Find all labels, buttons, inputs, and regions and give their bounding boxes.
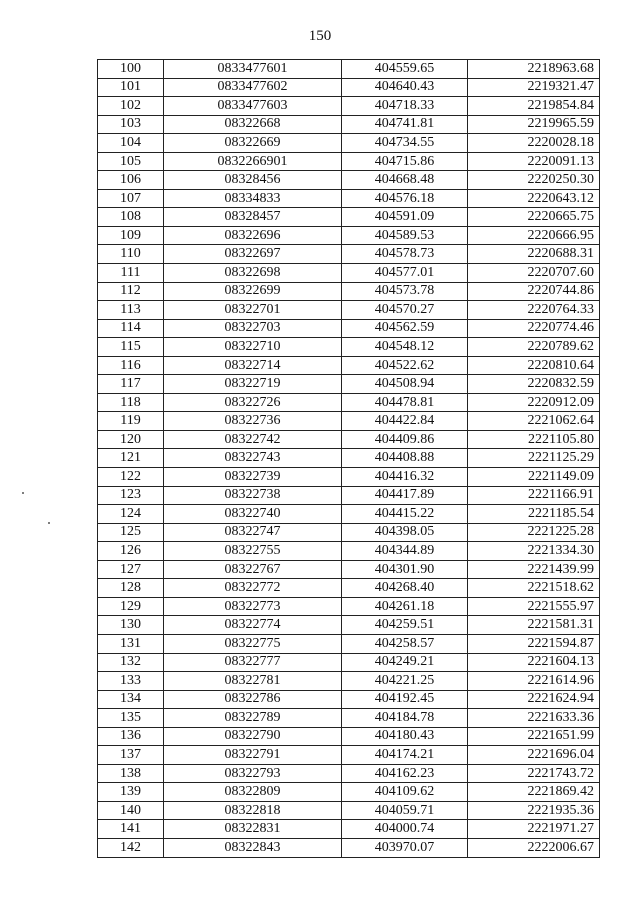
row-number-cell: 111 <box>98 264 164 283</box>
row-number-cell: 120 <box>98 430 164 449</box>
row-number-cell: 131 <box>98 634 164 653</box>
y-coordinate-cell: 2221633.36 <box>468 709 600 728</box>
table-row <box>98 97 600 116</box>
x-coordinate-cell: 404573.78 <box>342 282 468 301</box>
code-cell: 08322747 <box>164 523 342 542</box>
y-coordinate-cell: 2220250.30 <box>468 171 600 190</box>
code-cell: 08322791 <box>164 746 342 765</box>
x-coordinate-cell: 404249.21 <box>342 653 468 672</box>
table-row <box>98 746 600 765</box>
table-row <box>98 505 600 524</box>
x-coordinate-cell: 404059.71 <box>342 801 468 820</box>
y-coordinate-cell: 2222006.67 <box>468 838 600 857</box>
x-coordinate-cell: 404258.57 <box>342 634 468 653</box>
y-coordinate-cell: 2221614.96 <box>468 672 600 691</box>
x-coordinate-cell: 404408.88 <box>342 449 468 468</box>
table-row <box>98 430 600 449</box>
y-coordinate-cell: 2220091.13 <box>468 152 600 171</box>
table-row <box>98 301 600 320</box>
row-number-cell: 113 <box>98 301 164 320</box>
x-coordinate-cell: 404570.27 <box>342 301 468 320</box>
table-row <box>98 226 600 245</box>
x-coordinate-cell: 404422.84 <box>342 412 468 431</box>
scan-speck <box>48 522 50 524</box>
x-coordinate-cell: 404668.48 <box>342 171 468 190</box>
x-coordinate-cell: 404268.40 <box>342 579 468 598</box>
row-number-cell: 116 <box>98 356 164 375</box>
code-cell: 08322809 <box>164 783 342 802</box>
y-coordinate-cell: 2221125.29 <box>468 449 600 468</box>
x-coordinate-cell: 404578.73 <box>342 245 468 264</box>
row-number-cell: 124 <box>98 505 164 524</box>
code-cell: 08322742 <box>164 430 342 449</box>
scan-speck <box>22 492 24 494</box>
code-cell: 08322774 <box>164 616 342 635</box>
table-row <box>98 468 600 487</box>
code-cell: 08322668 <box>164 115 342 134</box>
table-row <box>98 820 600 839</box>
code-cell: 08322773 <box>164 597 342 616</box>
y-coordinate-cell: 2220810.64 <box>468 356 600 375</box>
table-row <box>98 356 600 375</box>
row-number-cell: 109 <box>98 226 164 245</box>
table-row <box>98 171 600 190</box>
y-coordinate-cell: 2219854.84 <box>468 97 600 116</box>
row-number-cell: 128 <box>98 579 164 598</box>
x-coordinate-cell: 404718.33 <box>342 97 468 116</box>
row-number-cell: 129 <box>98 597 164 616</box>
x-coordinate-cell: 404576.18 <box>342 189 468 208</box>
row-number-cell: 112 <box>98 282 164 301</box>
y-coordinate-cell: 2221149.09 <box>468 468 600 487</box>
y-coordinate-cell: 2221518.62 <box>468 579 600 598</box>
code-cell: 08322740 <box>164 505 342 524</box>
x-coordinate-cell: 404508.94 <box>342 375 468 394</box>
code-cell: 0833477601 <box>164 60 342 79</box>
y-coordinate-cell: 2220744.86 <box>468 282 600 301</box>
x-coordinate-cell: 404184.78 <box>342 709 468 728</box>
row-number-cell: 132 <box>98 653 164 672</box>
y-coordinate-cell: 2221062.64 <box>468 412 600 431</box>
row-number-cell: 119 <box>98 412 164 431</box>
x-coordinate-cell: 404416.32 <box>342 468 468 487</box>
row-number-cell: 100 <box>98 60 164 79</box>
code-cell: 08322831 <box>164 820 342 839</box>
x-coordinate-cell: 404344.89 <box>342 542 468 561</box>
row-number-cell: 130 <box>98 616 164 635</box>
code-cell: 08322781 <box>164 672 342 691</box>
x-coordinate-cell: 404562.59 <box>342 319 468 338</box>
table-row <box>98 78 600 97</box>
y-coordinate-cell: 2219321.47 <box>468 78 600 97</box>
y-coordinate-cell: 2219965.59 <box>468 115 600 134</box>
code-cell: 08322736 <box>164 412 342 431</box>
y-coordinate-cell: 2220643.12 <box>468 189 600 208</box>
code-cell: 08322696 <box>164 226 342 245</box>
table-row <box>98 60 600 79</box>
row-number-cell: 126 <box>98 542 164 561</box>
y-coordinate-cell: 2220666.95 <box>468 226 600 245</box>
code-cell: 08322738 <box>164 486 342 505</box>
y-coordinate-cell: 2221935.36 <box>468 801 600 820</box>
row-number-cell: 133 <box>98 672 164 691</box>
row-number-cell: 105 <box>98 152 164 171</box>
y-coordinate-cell: 2218963.68 <box>468 60 600 79</box>
row-number-cell: 118 <box>98 393 164 412</box>
y-coordinate-cell: 2220789.62 <box>468 338 600 357</box>
row-number-cell: 136 <box>98 727 164 746</box>
table-row <box>98 727 600 746</box>
row-number-cell: 114 <box>98 319 164 338</box>
y-coordinate-cell: 2221334.30 <box>468 542 600 561</box>
code-cell: 08322739 <box>164 468 342 487</box>
table-row <box>98 838 600 857</box>
code-cell: 08322843 <box>164 838 342 857</box>
table-row <box>98 801 600 820</box>
x-coordinate-cell: 404409.86 <box>342 430 468 449</box>
y-coordinate-cell: 2220832.59 <box>468 375 600 394</box>
code-cell: 08322714 <box>164 356 342 375</box>
row-number-cell: 135 <box>98 709 164 728</box>
table-row <box>98 634 600 653</box>
x-coordinate-cell: 404478.81 <box>342 393 468 412</box>
code-cell: 08322719 <box>164 375 342 394</box>
table-row <box>98 783 600 802</box>
code-cell: 08322775 <box>164 634 342 653</box>
y-coordinate-cell: 2221594.87 <box>468 634 600 653</box>
x-coordinate-cell: 404180.43 <box>342 727 468 746</box>
row-number-cell: 101 <box>98 78 164 97</box>
table-row <box>98 264 600 283</box>
code-cell: 08322790 <box>164 727 342 746</box>
y-coordinate-cell: 2220688.31 <box>468 245 600 264</box>
row-number-cell: 140 <box>98 801 164 820</box>
table-row <box>98 245 600 264</box>
page-number: 150 <box>308 28 332 44</box>
y-coordinate-cell: 2221696.04 <box>468 746 600 765</box>
table-row <box>98 764 600 783</box>
y-coordinate-cell: 2220665.75 <box>468 208 600 227</box>
code-cell: 08322793 <box>164 764 342 783</box>
x-coordinate-cell: 403970.07 <box>342 838 468 857</box>
y-coordinate-cell: 2221743.72 <box>468 764 600 783</box>
code-cell: 08322786 <box>164 690 342 709</box>
code-cell: 08322777 <box>164 653 342 672</box>
y-coordinate-cell: 2221105.80 <box>468 430 600 449</box>
code-cell: 08322789 <box>164 709 342 728</box>
table-row <box>98 542 600 561</box>
code-cell: 08322699 <box>164 282 342 301</box>
x-coordinate-cell: 404259.51 <box>342 616 468 635</box>
code-cell: 08322726 <box>164 393 342 412</box>
table-row <box>98 338 600 357</box>
code-cell: 08322697 <box>164 245 342 264</box>
y-coordinate-cell: 2220707.60 <box>468 264 600 283</box>
code-cell: 08322743 <box>164 449 342 468</box>
y-coordinate-cell: 2221166.91 <box>468 486 600 505</box>
y-coordinate-cell: 2220774.46 <box>468 319 600 338</box>
y-coordinate-cell: 2221651.99 <box>468 727 600 746</box>
y-coordinate-cell: 2221225.28 <box>468 523 600 542</box>
y-coordinate-cell: 2221624.94 <box>468 690 600 709</box>
y-coordinate-cell: 2221604.13 <box>468 653 600 672</box>
table-row <box>98 523 600 542</box>
table-row <box>98 412 600 431</box>
code-cell: 08322767 <box>164 560 342 579</box>
x-coordinate-cell: 404398.05 <box>342 523 468 542</box>
y-coordinate-cell: 2221555.97 <box>468 597 600 616</box>
table-row <box>98 319 600 338</box>
x-coordinate-cell: 404192.45 <box>342 690 468 709</box>
table-row <box>98 189 600 208</box>
x-coordinate-cell: 404715.86 <box>342 152 468 171</box>
code-cell: 0832266901 <box>164 152 342 171</box>
x-coordinate-cell: 404415.22 <box>342 505 468 524</box>
row-number-cell: 137 <box>98 746 164 765</box>
x-coordinate-cell: 404741.81 <box>342 115 468 134</box>
code-cell: 08322701 <box>164 301 342 320</box>
table-row <box>98 579 600 598</box>
table-row <box>98 282 600 301</box>
row-number-cell: 127 <box>98 560 164 579</box>
y-coordinate-cell: 2221185.54 <box>468 505 600 524</box>
x-coordinate-cell: 404174.21 <box>342 746 468 765</box>
y-coordinate-cell: 2220764.33 <box>468 301 600 320</box>
code-cell: 08322755 <box>164 542 342 561</box>
x-coordinate-cell: 404589.53 <box>342 226 468 245</box>
row-number-cell: 134 <box>98 690 164 709</box>
row-number-cell: 138 <box>98 764 164 783</box>
code-cell: 08322710 <box>164 338 342 357</box>
x-coordinate-cell: 404301.90 <box>342 560 468 579</box>
row-number-cell: 106 <box>98 171 164 190</box>
y-coordinate-cell: 2221581.31 <box>468 616 600 635</box>
x-coordinate-cell: 404591.09 <box>342 208 468 227</box>
table-row <box>98 486 600 505</box>
code-cell: 08322772 <box>164 579 342 598</box>
row-number-cell: 139 <box>98 783 164 802</box>
x-coordinate-cell: 404261.18 <box>342 597 468 616</box>
table-row <box>98 616 600 635</box>
table-row <box>98 597 600 616</box>
x-coordinate-cell: 404522.62 <box>342 356 468 375</box>
table-row <box>98 449 600 468</box>
x-coordinate-cell: 404221.25 <box>342 672 468 691</box>
code-cell: 08322698 <box>164 264 342 283</box>
row-number-cell: 121 <box>98 449 164 468</box>
y-coordinate-cell: 2220912.09 <box>468 393 600 412</box>
row-number-cell: 117 <box>98 375 164 394</box>
code-cell: 08334833 <box>164 189 342 208</box>
row-number-cell: 115 <box>98 338 164 357</box>
row-number-cell: 110 <box>98 245 164 264</box>
x-coordinate-cell: 404559.65 <box>342 60 468 79</box>
y-coordinate-cell: 2221869.42 <box>468 783 600 802</box>
table-row <box>98 208 600 227</box>
table-row <box>98 393 600 412</box>
table-row <box>98 115 600 134</box>
x-coordinate-cell: 404734.55 <box>342 134 468 153</box>
table-row <box>98 560 600 579</box>
row-number-cell: 142 <box>98 838 164 857</box>
code-cell: 0833477602 <box>164 78 342 97</box>
code-cell: 08322818 <box>164 801 342 820</box>
y-coordinate-cell: 2221439.99 <box>468 560 600 579</box>
x-coordinate-cell: 404109.62 <box>342 783 468 802</box>
coordinates-table <box>97 59 600 858</box>
coordinates-table-body <box>98 60 600 858</box>
code-cell: 08328456 <box>164 171 342 190</box>
row-number-cell: 102 <box>98 97 164 116</box>
row-number-cell: 141 <box>98 820 164 839</box>
row-number-cell: 122 <box>98 468 164 487</box>
table-row <box>98 653 600 672</box>
table-row <box>98 672 600 691</box>
table-row <box>98 375 600 394</box>
row-number-cell: 104 <box>98 134 164 153</box>
row-number-cell: 108 <box>98 208 164 227</box>
table-row <box>98 690 600 709</box>
row-number-cell: 125 <box>98 523 164 542</box>
x-coordinate-cell: 404640.43 <box>342 78 468 97</box>
y-coordinate-cell: 2221971.27 <box>468 820 600 839</box>
x-coordinate-cell: 404417.89 <box>342 486 468 505</box>
y-coordinate-cell: 2220028.18 <box>468 134 600 153</box>
x-coordinate-cell: 404548.12 <box>342 338 468 357</box>
x-coordinate-cell: 404000.74 <box>342 820 468 839</box>
row-number-cell: 107 <box>98 189 164 208</box>
code-cell: 08322703 <box>164 319 342 338</box>
row-number-cell: 103 <box>98 115 164 134</box>
code-cell: 08328457 <box>164 208 342 227</box>
code-cell: 0833477603 <box>164 97 342 116</box>
x-coordinate-cell: 404577.01 <box>342 264 468 283</box>
row-number-cell: 123 <box>98 486 164 505</box>
code-cell: 08322669 <box>164 134 342 153</box>
x-coordinate-cell: 404162.23 <box>342 764 468 783</box>
table-row <box>98 709 600 728</box>
table-row <box>98 152 600 171</box>
table-row <box>98 134 600 153</box>
